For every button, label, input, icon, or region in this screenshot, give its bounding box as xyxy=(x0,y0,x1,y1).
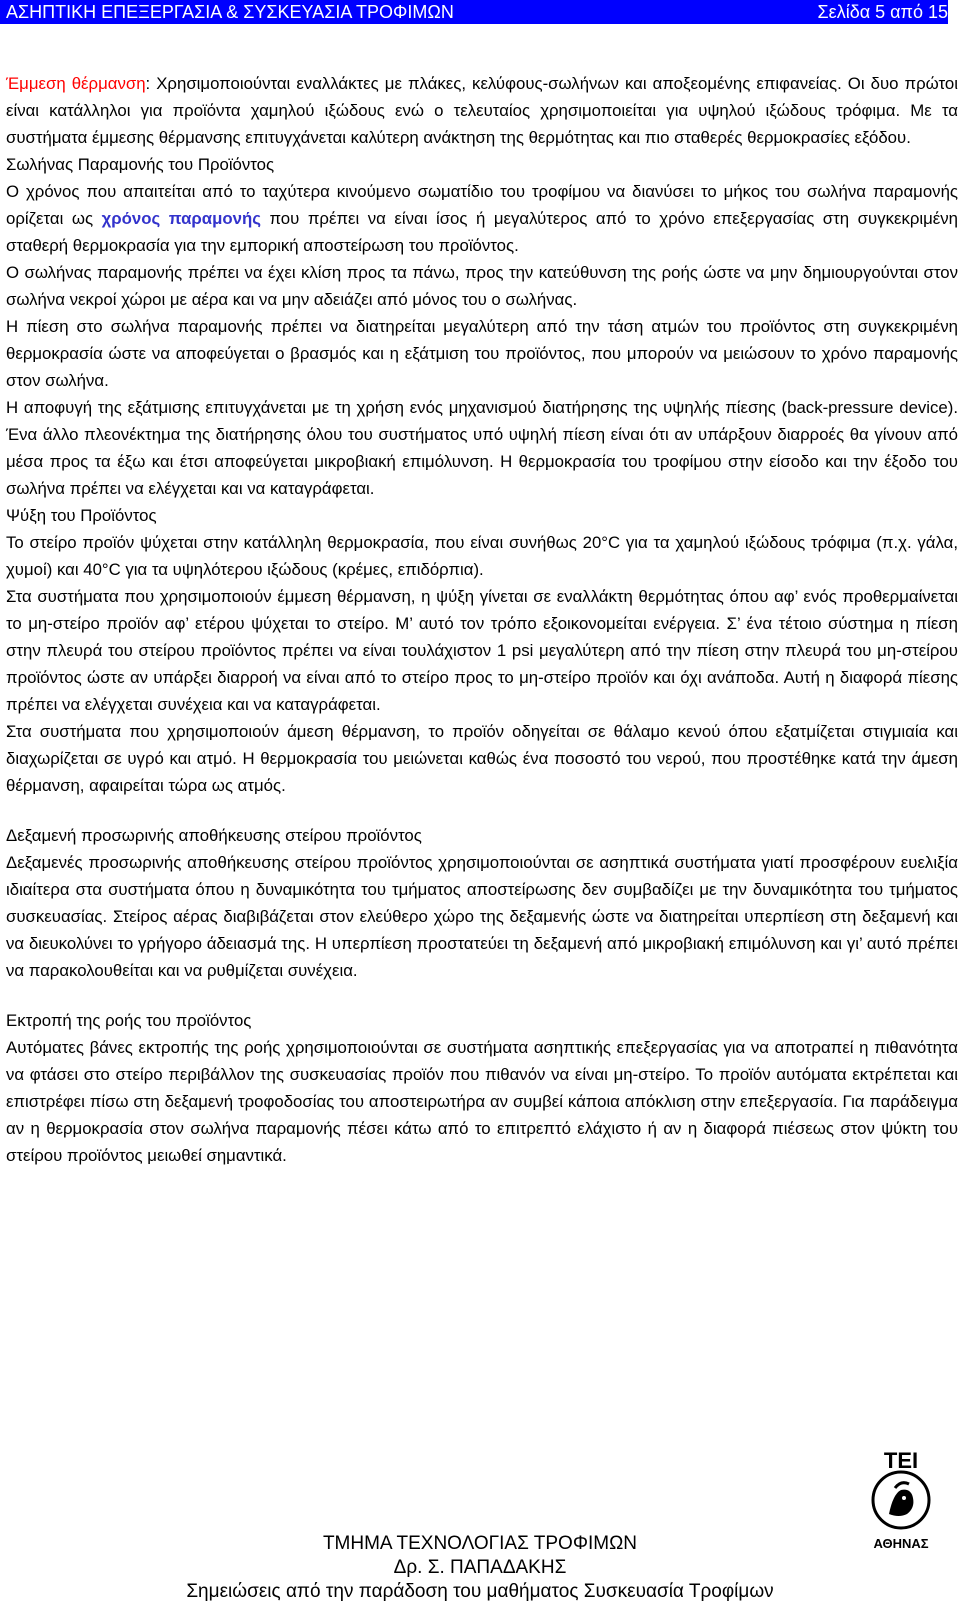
paragraph-indirect-cooling: Στα συστήματα που χρησιμοποιούν έμμεση θέρμανση, η ψύξη γίνεται σε εναλλάκτη θερμότητας όπου αφ’ ενός προθερμαίνεται το μη-στείρο προϊόν αφ’ ετέρου ψύχεται το στείρο. Μ’ αυτό τον τρόπο εξοικονομείται ενέργεια. Σ’ ένα τέτοιο σύστημα η πίεση στην πλευρά του στείρου προϊόντος πρέπει να είναι τουλάχιστον 1 psi μεγαλύτερη από την πίεση στην πλευρά του μη-στείρου προϊόντος ώστε αν υπάρξει διαρροή να είναι από το στείρο προς το μη-στείρο προϊόν και όχι ανάποδα. Αυτή η διαφορά πίεσης πρέπει να ελέγχεται συνέχεια και να καταγράφεται. xyxy=(6,587,958,714)
paragraph-text: που πρέπει να είναι ίσος ή μεγαλύτερος από το χρόνο επεξεργασίας στη συγκεκριμένη σταθερή θερμοκρασία για την εμπορική αποστείρωση του προϊόντος. xyxy=(6,209,958,255)
paragraph-tube-pressure: Η πίεση στο σωλήνα παραμονής πρέπει να διατηρείται μεγαλύτερη από την τάση ατμών του προϊόντος στη συγκεκριμένη θερμοκρασία ώστε να αποφεύγεται ο βρασμός και η εξάτμιση του προϊόντος, που μπορούν να μειώσουν το χρόνο παραμονής στον σωλήνα. xyxy=(6,317,958,390)
footer-author: Δρ. Σ. ΠΑΠΑΔΑΚΗΣ xyxy=(393,1557,567,1578)
document-title: ΑΣΗΠΤΙΚΗ ΕΠΕΞΕΡΓΑΣΙΑ & ΣΥΣΚΕΥΑΣΙΑ ΤΡΟΦΙΜΩΝ xyxy=(6,2,454,22)
spacer xyxy=(6,984,958,1007)
document-body xyxy=(6,70,958,1169)
paragraph-text: Ο χρόνος που απαιτείται από το ταχύτερα κινούμενο σωματίδιο του τροφίμου να διανύσει το μήκος του σωλήνα παραμονής ορίζεται ως xyxy=(6,182,958,228)
term-indirect-heating: Έμμεση θέρμανση xyxy=(6,74,146,93)
term-holding-time: χρόνος παραμονής xyxy=(101,209,261,228)
paragraph-holding-time xyxy=(6,178,958,259)
heading-surge-tank: Δεξαμενή προσωρινής αποθήκευσης στείρου προϊόντος xyxy=(6,826,422,845)
spacer xyxy=(6,799,958,822)
paragraph-text: : Χρησιμοποιούνται εναλλάκτες με πλάκες, κελύφους-σωλήνων και αποξεομένης επιφανείας. Οι δυο πρώτοι είναι κατάλληλοι για προϊόντα χαμηλού ιξώδους ενώ ο τελευταίος χρησιμοποιείται για υψηλού ιξώδους τρόφιμα. Με τα συστήματα έμμεσης θέρμανσης επιτυγχάνεται καλύτερη ανάκτηση της θερμότητας και πιο σταθερές θερμοκρασίες εξόδου. xyxy=(6,74,958,147)
paragraph-indirect-heating xyxy=(6,70,958,151)
paragraph-flow-diversion: Αυτόματες βάνες εκτροπής της ροής χρησιμοποιούνται σε συστήματα ασηπτικής επεξεργασίας για να αποτραπεί η πιθανότητα να φτάσει στο στείρο περιβάλλον της συσκευασίας προϊόν που πιθανόν να είναι μη-στείρο. Το προϊόν αυτόματα εκτρέπεται και επιστρέφει πίσω στη δεξαμενή τροφοδοσίας του αποστειρωτήρα αν συμβεί κάποια απόκλιση στην επεξεργασία. Για παράδειγμα αν η θερμοκρασία στον σωλήνα παραμονής πέσει κάτω από το επιτρεπτό ελάχιστο ή αν η διαφορά πιέσεως στον ψύκτη του στείρου προϊόντος μειωθεί σημαντικά. xyxy=(6,1038,958,1165)
paragraph-tube-slope: Ο σωλήνας παραμονής πρέπει να έχει κλίση προς τα πάνω, προς την κατεύθυνση της ροής ώστε να μην δημιουργούνται στον σωλήνα νεκροί χώροι με αέρα και να μην αδειάζει από μόνος του ο σωλήνας. xyxy=(6,263,958,309)
footer-note: Σημειώσεις από την παράδοση του μαθήματος Συσκευασία Τροφίμων xyxy=(186,1581,774,1602)
page-header xyxy=(0,0,948,24)
paragraph-surge-tank: Δεξαμενές προσωρινής αποθήκευσης στείρου προϊόντος χρησιμοποιούνται σε ασηπτικά συστήματα γιατί προσφέρουν ευελιξία ιδιαίτερα στα συστήματα όπου η δυναμικότητα του τμήματος αποστείρωσης δεν συμβαδίζει με την δυναμικότητα του τμήματος συσκευασίας. Στείρος αέρας διαβιβάζεται στον ελεύθερο χώρο της δεξαμενής ώστε να διατηρείται υπερπίεση στη δεξαμενή και να διευκολύνει το γρήγορο άδειασμά της. Η υπερπίεση προστατεύει τη δεξαμενή από μικροβιακή επιμόλυνση και γι’ αυτό πρέπει να παρακολουθείται και να ρυθμίζεται συνέχεια. xyxy=(6,853,958,980)
footer-department: ΤΜΗΜΑ ΤΕΧΝΟΛΟΓΙΑΣ ΤΡΟΦΙΜΩΝ xyxy=(322,1533,638,1554)
paragraph-direct-cooling: Στα συστήματα που χρησιμοποιούν άμεση θέρμανση, το προϊόν οδηγείται σε θάλαμο κενού όπου εξατμίζεται στιγμιαία και διαχωρίζεται σε υγρό και ατμό. Η θερμοκρασία του μειώνεται καθώς ένα ποσοστό του νερού, που προστέθηκε κατά την άμεση θέρμανση, αφαιρείται τώρα ως ατμός. xyxy=(6,722,958,795)
heading-holding-tube: Σωλήνας Παραμονής του Προϊόντος xyxy=(6,155,275,174)
paragraph-back-pressure: Η αποφυγή της εξάτμισης επιτυγχάνεται με τη χρήση ενός μηχανισμού διατήρησης της υψηλής πίεσης (back-pressure device). Ένα άλλο πλεονέκτημα της διατήρησης όλου του συστήματος υπό υψηλή πίεση είναι ότι αν υπάρξουν διαρροές θα γίνουν από μέσα προς τα έξω και έτσι αποφεύγεται μικροβιακή επιμόλυνση. Η θερμοκρασία του τροφίμου στην είσοδο και την έξοδο του σωλήνα πρέπει να ελέγχεται και να καταγράφεται. xyxy=(6,398,958,498)
heading-flow-diversion: Εκτροπή της ροής του προϊόντος xyxy=(6,1011,252,1030)
page-number: Σελίδα 5 από 15 xyxy=(817,2,948,22)
logo-text-top: ΤΕΙ xyxy=(883,1448,919,1473)
heading-cooling: Ψύξη του Προϊόντος xyxy=(6,506,157,525)
logo-text-bottom: ΑΘΗΝΑΣ xyxy=(873,1536,929,1551)
page-footer xyxy=(0,1532,960,1604)
paragraph-cooling-temp: Το στείρο προϊόν ψύχεται στην κατάλληλη θερμοκρασία, που είναι συνήθως 20°C για τα χαμηλού ιξώδους τρόφιμα (π.χ. γάλα, χυμοί) και 40°C για τα υψηλότερου ιξώδους (κρέμες, επιδόρπια). xyxy=(6,533,958,579)
